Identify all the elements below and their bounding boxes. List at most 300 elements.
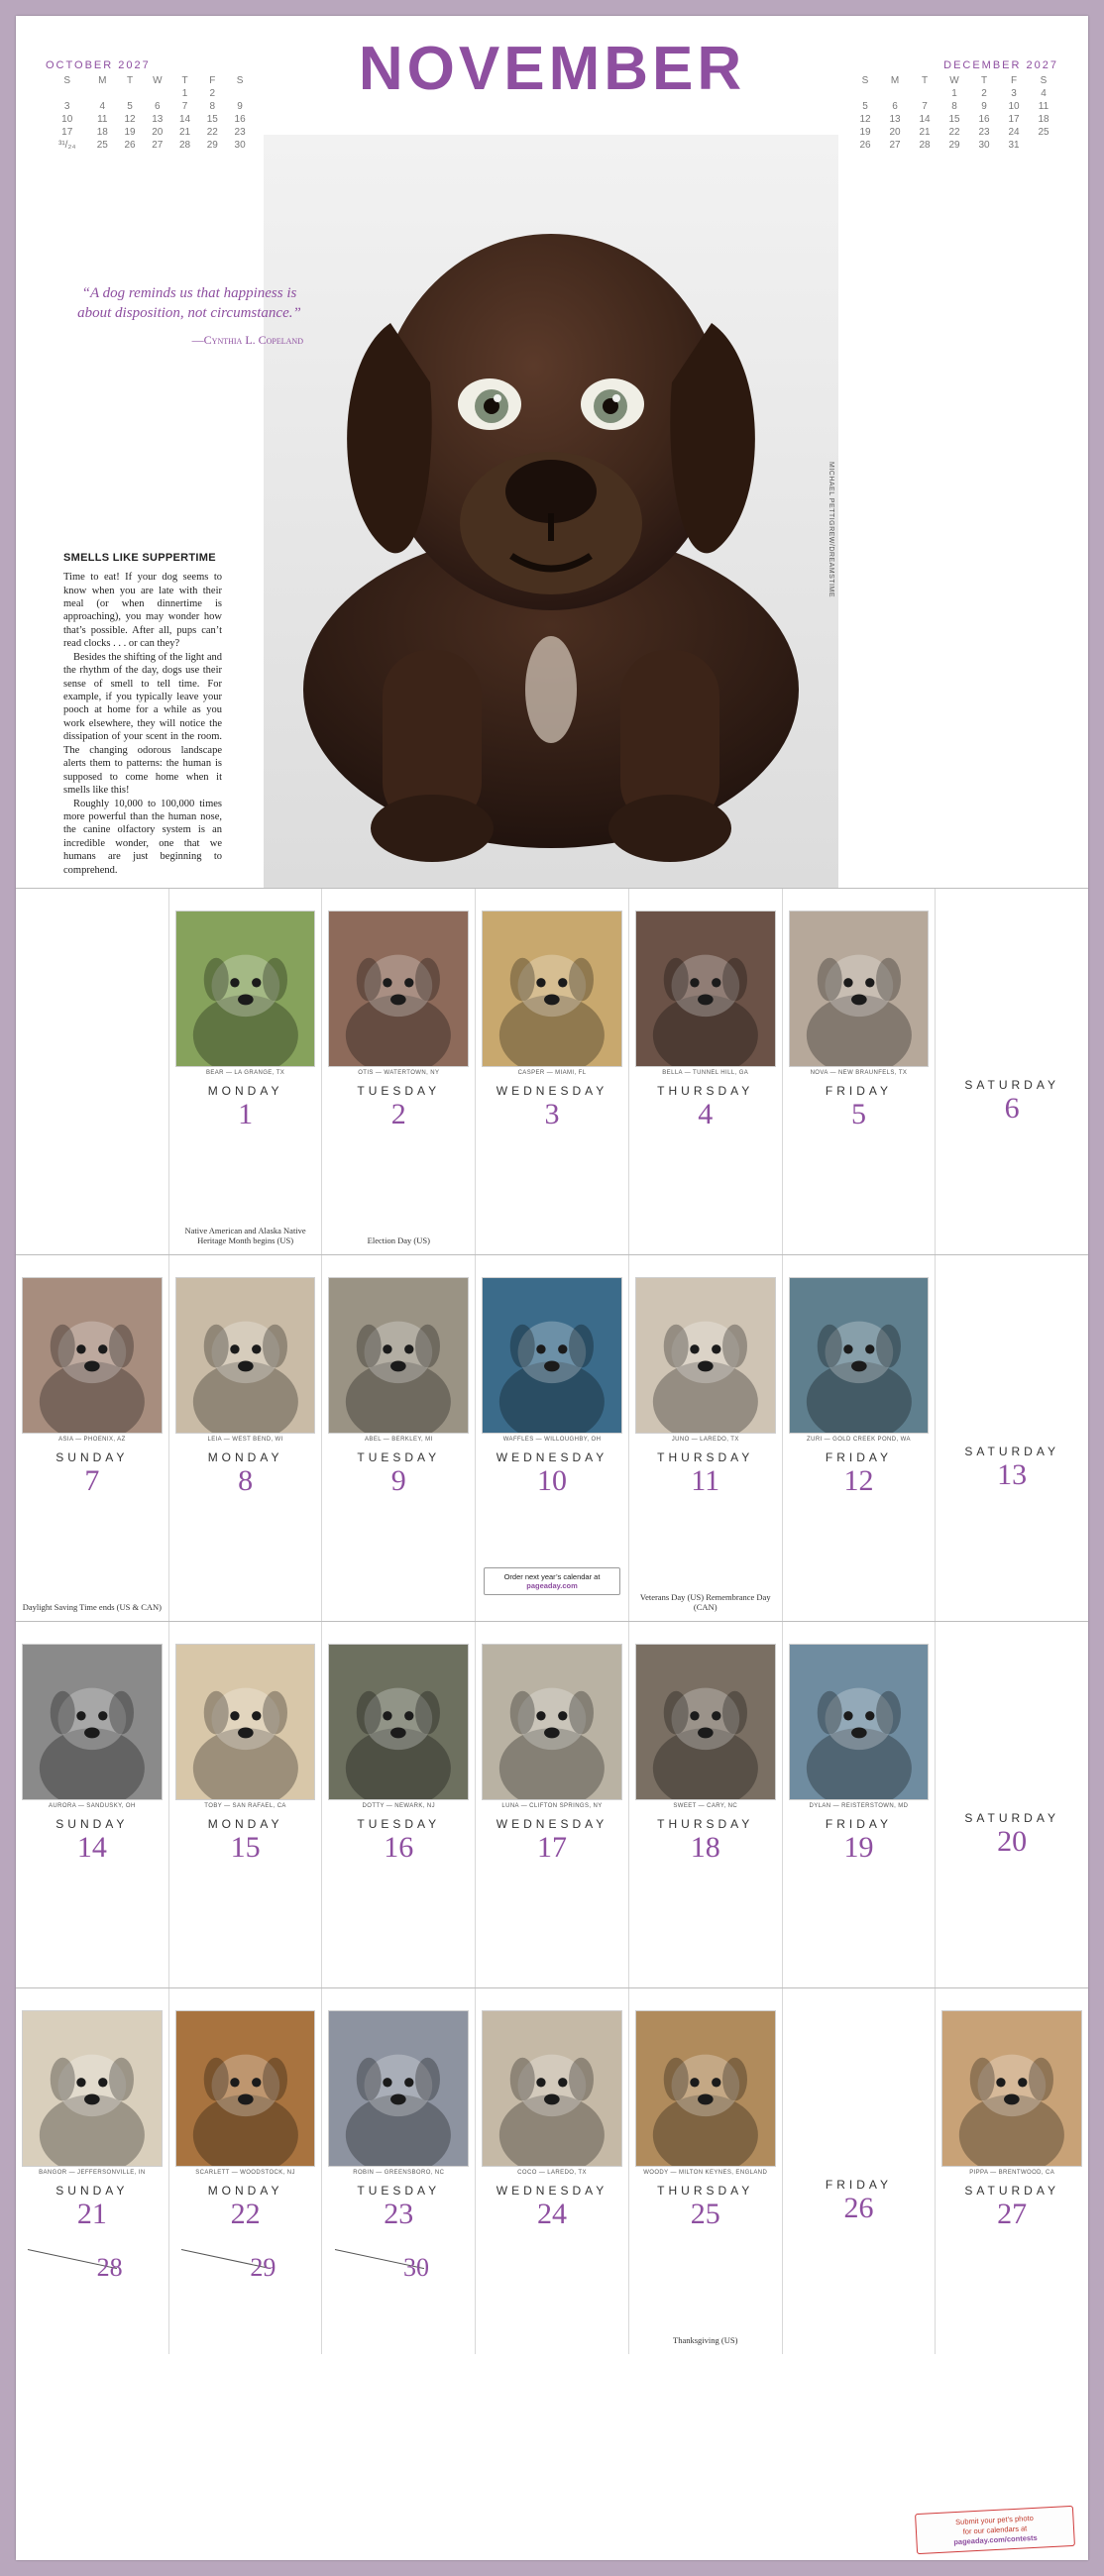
- day-name: [16, 1070, 168, 1080]
- mini-next-weekday: W: [949, 75, 959, 86]
- pet-illustration: [329, 1645, 468, 1799]
- mini-next-day: 31: [1008, 140, 1020, 151]
- pet-photo-slot: [936, 889, 1088, 1067]
- mini-next-week-row: [850, 100, 1058, 113]
- promo-link[interactable]: pageaday.com: [526, 1581, 578, 1590]
- pet-illustration: [23, 1278, 162, 1433]
- mini-prev-week-row: [46, 87, 254, 100]
- day-body[interactable]: [16, 1869, 168, 1987]
- calendar-day-cell[interactable]: [16, 1255, 169, 1621]
- day-number: 8: [238, 1464, 254, 1497]
- pet-photo-slot: [629, 1988, 782, 2167]
- mini-prev-day: ³¹/₂₄: [58, 140, 76, 151]
- pet-illustration: [636, 1645, 775, 1799]
- calendar-day-cell[interactable]: [476, 1255, 629, 1621]
- pet-illustration: [483, 1278, 621, 1433]
- day-body[interactable]: [936, 1496, 1088, 1615]
- day-name: FRIDAY: [825, 1817, 893, 1831]
- mini-next-day: 4: [1041, 88, 1047, 99]
- mini-next-weekday: S: [1040, 75, 1048, 86]
- calendar-day-cell[interactable]: [936, 1622, 1088, 1987]
- calendar-day-cell[interactable]: [936, 1255, 1088, 1621]
- mini-prev-weekday: S: [63, 75, 71, 86]
- day-name: FRIDAY: [825, 1450, 893, 1464]
- calendar-day-cell[interactable]: [629, 889, 783, 1254]
- mini-next-day: 27: [889, 140, 901, 151]
- day-number: 12: [843, 1464, 874, 1497]
- pet-illustration: [483, 912, 621, 1066]
- calendar-day-cell[interactable]: [16, 889, 169, 1254]
- day-name: WEDNESDAY: [496, 1817, 608, 1831]
- contest-line-2: for our calendars at: [962, 2522, 1028, 2536]
- pet-photo-caption: WOODY — MILTON KEYNES, ENGLAND: [643, 2170, 768, 2176]
- mini-next-day: 12: [859, 114, 871, 125]
- calendar-header: [16, 16, 1088, 151]
- mini-prev-weekday: F: [209, 75, 216, 86]
- mini-prev-day: [144, 87, 171, 100]
- day-body[interactable]: [629, 1135, 782, 1254]
- day-name: WEDNESDAY: [496, 1450, 608, 1464]
- pet-illustration: [23, 2011, 162, 2166]
- calendar-day-cell[interactable]: [629, 1622, 783, 1987]
- pet-photo: [175, 911, 316, 1067]
- pet-photo: [328, 1277, 469, 1434]
- day-body[interactable]: [783, 1502, 936, 1621]
- day-number: 10: [537, 1464, 568, 1497]
- pet-photo-slot: [16, 1622, 168, 1800]
- pet-photo-caption: ABEL — BERKLEY, MI: [365, 1437, 433, 1443]
- day-number: 27: [997, 2198, 1028, 2230]
- day-name: SUNDAY: [55, 1450, 129, 1464]
- day-body[interactable]: [322, 1135, 475, 1254]
- pet-photo: [328, 911, 469, 1067]
- pet-illustration: [636, 1278, 775, 1433]
- day-body[interactable]: [936, 1863, 1088, 1982]
- mini-prev-day: 9: [237, 101, 243, 112]
- mini-next-day: 1: [951, 88, 957, 99]
- mini-next-day: [880, 87, 910, 100]
- pet-photo-caption: TOBY — SAN RAFAEL, CA: [204, 1803, 286, 1809]
- pet-illustration: [790, 912, 929, 1066]
- day-name: FRIDAY: [825, 1084, 893, 1098]
- pet-illustration: [483, 1645, 621, 1799]
- mini-prev-day: 29: [206, 140, 218, 151]
- mini-prev-day: [46, 87, 88, 100]
- day-body[interactable]: [16, 1086, 168, 1205]
- day-number: 11: [691, 1464, 720, 1497]
- day-number: 20: [997, 1825, 1028, 1858]
- day-number: 13: [997, 1458, 1028, 1491]
- contest-line-3: pageaday.com/contests: [953, 2532, 1038, 2546]
- mini-prev-day: 17: [61, 127, 73, 138]
- quote-text: “A dog reminds us that happiness is about disposition, not circumstance.”: [77, 285, 301, 322]
- day-name: FRIDAY: [825, 2178, 893, 2192]
- pet-photo-caption: BEAR — LA GRANGE, TX: [205, 1070, 285, 1076]
- pet-photo-slot: [16, 1988, 168, 2167]
- pet-photo: [482, 911, 622, 1067]
- mini-next-day: 24: [1008, 127, 1020, 138]
- mini-calendar-next-title: DECEMBER 2027: [943, 59, 1058, 71]
- pet-photo: [22, 2010, 163, 2167]
- pet-photo: [22, 1277, 163, 1434]
- pet-photo-caption: CASPER — MIAMI, FL: [517, 1070, 587, 1076]
- mini-next-day: 10: [1008, 101, 1020, 112]
- pet-photo-slot: [936, 1988, 1088, 2167]
- pet-photo-slot: [629, 889, 782, 1067]
- day-note: Daylight Saving Time ends (US & CAN): [22, 1602, 162, 1613]
- calendar-day-cell[interactable]: [16, 1988, 169, 2354]
- mini-prev-day: 18: [96, 127, 108, 138]
- mini-prev-day: 10: [61, 114, 73, 125]
- day-name: TUESDAY: [357, 2184, 441, 2198]
- calendar-day-cell[interactable]: [936, 1988, 1088, 2354]
- day-body[interactable]: [476, 1135, 628, 1254]
- mini-calendar-previous-title: OCTOBER 2027: [46, 59, 151, 71]
- day-number-secondary: 30: [403, 2253, 430, 2282]
- day-number: 14: [76, 1831, 107, 1864]
- calendar-day-cell[interactable]: [322, 1988, 476, 2354]
- mini-next-day: 19: [859, 127, 871, 138]
- pet-photo-caption: AURORA — SANDUSKY, OH: [49, 1803, 136, 1809]
- mini-next-day: 29: [948, 140, 960, 151]
- mini-prev-day: 5: [127, 101, 133, 112]
- day-note: Election Day (US): [367, 1235, 430, 1246]
- puppy-illustration: [264, 135, 838, 888]
- mini-next-day: 11: [1038, 101, 1049, 112]
- day-name: MONDAY: [207, 2184, 283, 2198]
- pet-photo-slot: [476, 1988, 628, 2167]
- pet-illustration: [23, 1645, 162, 1799]
- calendar-week: [16, 1987, 1088, 2354]
- pet-illustration: [329, 2011, 468, 2166]
- calendar-day-cell[interactable]: [629, 1988, 783, 2354]
- pet-photo-caption: SWEET — CARY, NC: [673, 1803, 738, 1809]
- feature-area: [16, 135, 1088, 888]
- day-number: 22: [230, 2198, 261, 2230]
- calendar-day-cell[interactable]: [16, 1622, 169, 1987]
- calendar-week: [16, 888, 1088, 1254]
- mini-prev-day: 13: [152, 114, 164, 125]
- pet-illustration: [790, 1278, 929, 1433]
- mini-prev-day: 25: [96, 140, 108, 151]
- day-body[interactable]: [169, 1502, 322, 1621]
- mini-next-weekday: M: [890, 75, 900, 86]
- day-number: 9: [390, 1464, 406, 1497]
- day-body[interactable]: [476, 1869, 628, 1987]
- calendar-week-cells: [16, 1622, 1088, 1987]
- pet-photo-slot: [783, 1622, 936, 1800]
- mini-next-day: 9: [981, 101, 987, 112]
- pet-photo-slot: [629, 1255, 782, 1434]
- pet-photo-caption: NOVA — NEW BRAUNFELS, TX: [810, 1070, 908, 1076]
- day-name: MONDAY: [207, 1084, 283, 1098]
- pet-photo-slot: [169, 1622, 322, 1800]
- mini-prev-day: 1: [181, 88, 188, 99]
- calendar-day-cell[interactable]: [936, 889, 1088, 1254]
- day-note: Veterans Day (US) Remembrance Day (CAN): [639, 1591, 771, 1613]
- pet-illustration: [329, 912, 468, 1066]
- pet-photo: [482, 1277, 622, 1434]
- calendar-day-cell[interactable]: [629, 1255, 783, 1621]
- quote-block: [75, 283, 303, 348]
- pet-photo-slot: [629, 1622, 782, 1800]
- mini-prev-weekday: S: [236, 75, 244, 86]
- pet-photo-slot: [16, 889, 168, 1067]
- day-body[interactable]: [936, 1129, 1088, 1248]
- day-number: 6: [1004, 1092, 1020, 1125]
- pet-photo-caption: LUNA — CLIFTON SPRINGS, NY: [501, 1803, 603, 1809]
- calendar-week-cells: [16, 1255, 1088, 1621]
- mini-next-day: 13: [889, 114, 901, 125]
- mini-prev-day: 3: [63, 101, 70, 112]
- day-name: TUESDAY: [357, 1817, 441, 1831]
- day-name: MONDAY: [207, 1817, 283, 1831]
- mini-next-weekday: S: [861, 75, 869, 86]
- day-body[interactable]: [629, 2235, 782, 2354]
- mini-prev-day: 21: [178, 127, 191, 138]
- day-number: 3: [544, 1098, 560, 1130]
- pet-photo-slot: [783, 1255, 936, 1434]
- calendar-week: [16, 1621, 1088, 1987]
- calendar-grid: [16, 888, 1088, 2354]
- day-number: 2: [390, 1098, 406, 1130]
- mini-prev-day: 12: [124, 114, 136, 125]
- article-paragraph: Roughly 10,000 to 100,000 times more powerful than the human nose, the canine olfactory system is an incredible wonder, one that we humans are just beginning to comprehend.: [63, 798, 222, 876]
- calendar-day-cell[interactable]: [169, 1988, 323, 2354]
- pet-photo: [328, 1644, 469, 1800]
- pet-photo-slot: [322, 1988, 475, 2167]
- day-body[interactable]: [783, 1135, 936, 1254]
- day-name: WEDNESDAY: [496, 1084, 608, 1098]
- pet-photo-slot: [169, 889, 322, 1067]
- mini-prev-day: 11: [97, 114, 108, 125]
- pet-photo-caption: COCO — LAREDO, TX: [517, 2170, 587, 2176]
- pet-photo: [789, 1644, 930, 1800]
- calendar-day-cell[interactable]: [783, 1255, 937, 1621]
- mini-prev-day: 22: [206, 127, 218, 138]
- day-number: 19: [843, 1831, 874, 1864]
- day-number: 1: [238, 1098, 254, 1130]
- mini-next-day: 14: [919, 114, 931, 125]
- pet-illustration: [790, 1645, 929, 1799]
- pet-photo: [635, 1277, 776, 1434]
- calendar-day-cell[interactable]: [783, 889, 937, 1254]
- day-body[interactable]: [169, 2235, 322, 2354]
- calendar-day-cell[interactable]: [169, 1622, 323, 1987]
- mini-next-day: 16: [978, 114, 990, 125]
- calendar-day-cell[interactable]: [476, 1988, 629, 2354]
- pet-illustration: [176, 2011, 315, 2166]
- promo-line-1: Order next year’s calendar at: [503, 1572, 601, 1581]
- pet-illustration: [329, 1278, 468, 1433]
- day-number: 24: [537, 2198, 568, 2230]
- day-number: 26: [843, 2192, 874, 2224]
- day-body[interactable]: [476, 1502, 628, 1621]
- mini-next-week-row: [850, 113, 1058, 126]
- article-block: [63, 551, 222, 877]
- pet-photo-slot: [169, 1255, 322, 1434]
- mini-prev-day: 27: [152, 140, 164, 151]
- page-title: NOVEMBER: [358, 35, 746, 103]
- mini-prev-day: 19: [124, 127, 136, 138]
- pet-photo: [22, 1644, 163, 1800]
- pet-illustration: [176, 1278, 315, 1433]
- day-name: WEDNESDAY: [496, 2184, 608, 2198]
- mini-prev-day: 4: [99, 101, 106, 112]
- pet-photo-slot: [322, 1622, 475, 1800]
- pet-illustration: [176, 912, 315, 1066]
- day-body[interactable]: [629, 1502, 782, 1621]
- contest-line-1: Submit your pet’s photo: [954, 2513, 1034, 2526]
- day-body[interactable]: [476, 2235, 628, 2354]
- pet-photo-slot: [476, 1255, 628, 1434]
- mini-next-day: 30: [978, 140, 990, 151]
- calendar-day-cell[interactable]: [322, 1622, 476, 1987]
- mini-next-day: 26: [859, 140, 871, 151]
- pet-illustration: [176, 1645, 315, 1799]
- calendar-day-cell[interactable]: [783, 1622, 937, 1987]
- photo-credit: MICHAEL PETTIGREW/DREAMSTIME: [828, 462, 834, 598]
- day-name: SATURDAY: [964, 2184, 1059, 2198]
- pet-photo-slot: [783, 1988, 936, 2167]
- mini-prev-weekday: T: [181, 75, 188, 86]
- day-body[interactable]: [936, 2235, 1088, 2354]
- quote-attribution: —Cynthia L. Copeland: [191, 332, 303, 347]
- pet-photo-slot: [322, 1255, 475, 1434]
- mini-prev-day: 30: [234, 140, 246, 151]
- day-name: THURSDAY: [657, 1817, 754, 1831]
- day-number-secondary: 29: [250, 2253, 276, 2282]
- order-calendar-promo[interactable]: [484, 1567, 620, 1595]
- day-name: TUESDAY: [357, 1450, 441, 1464]
- pet-photo: [941, 2010, 1082, 2167]
- pet-photo-caption: BELLA — TUNNEL HILL, GA: [662, 1070, 749, 1076]
- day-body[interactable]: [16, 1502, 168, 1621]
- day-name: THURSDAY: [657, 1084, 754, 1098]
- mini-prev-week-row: [46, 113, 254, 126]
- mini-prev-day: 14: [178, 114, 191, 125]
- pet-photo-caption: ZURI — GOLD CREEK POND, WA: [807, 1437, 911, 1443]
- mini-prev-day: [116, 87, 144, 100]
- mini-next-day: 18: [1038, 114, 1049, 125]
- pet-photo: [635, 1644, 776, 1800]
- day-number: 4: [698, 1098, 714, 1130]
- pet-photo: [789, 1277, 930, 1434]
- pet-photo-slot: [783, 889, 936, 1067]
- pet-photo-caption: WAFFLES — WILLOUGHBY, OH: [502, 1437, 602, 1443]
- mini-prev-day: 7: [181, 101, 188, 112]
- day-note: Thanksgiving (US): [673, 2335, 738, 2346]
- day-number: 15: [230, 1831, 261, 1864]
- mini-next-day: 5: [862, 101, 868, 112]
- calendar-day-cell[interactable]: [169, 889, 323, 1254]
- calendar-day-cell[interactable]: [476, 889, 629, 1254]
- mini-prev-day: [88, 87, 116, 100]
- pet-illustration: [942, 2011, 1081, 2166]
- day-number: 23: [384, 2198, 414, 2230]
- day-body[interactable]: [629, 1869, 782, 1987]
- pet-photo: [789, 911, 930, 1067]
- pet-illustration: [636, 2011, 775, 2166]
- mini-prev-weekday: W: [153, 75, 163, 86]
- pet-photo: [482, 1644, 622, 1800]
- mini-next-weekday: T: [980, 75, 988, 86]
- mini-prev-day: 2: [209, 88, 216, 99]
- pet-photo-caption: DYLAN — REISTERSTOWN, MD: [809, 1803, 909, 1809]
- pet-photo: [328, 2010, 469, 2167]
- day-body[interactable]: [322, 1502, 475, 1621]
- day-body[interactable]: [322, 1869, 475, 1987]
- pet-photo-caption: OTIS — WATERTOWN, NY: [358, 1070, 440, 1076]
- mini-prev-day: 8: [209, 101, 216, 112]
- calendar-week: [16, 1254, 1088, 1621]
- pet-photo-slot: [936, 1622, 1088, 1800]
- mini-next-day: [850, 87, 880, 100]
- photo-contest-badge[interactable]: [915, 2506, 1075, 2555]
- day-split-second-date: [169, 2235, 322, 2354]
- article-paragraph: Besides the shifting of the light and the rhythm of the day, dogs use their sense of smell to tell time. For example, if you typically leave your pooch at home for a while as you work elsewhere, they will notice the dissipation of your scent in the room. The changing odorous landscape alerts them to patterns: the human is supposed to come home when it smells like this!: [63, 651, 222, 797]
- mini-next-day: 23: [978, 127, 990, 138]
- day-body[interactable]: [16, 2235, 168, 2354]
- calendar-day-cell[interactable]: [476, 1622, 629, 1987]
- calendar-day-cell[interactable]: [322, 889, 476, 1254]
- pet-illustration: [636, 912, 775, 1066]
- mini-next-day: [910, 87, 939, 100]
- day-number: 7: [84, 1464, 100, 1497]
- mini-prev-day: 23: [234, 127, 246, 138]
- mini-next-day: 8: [951, 101, 957, 112]
- article-paragraph: Time to eat! If your dog seems to know when you are late with their meal (or when dinnertime is approaching), you may wonder how that’s possible. After all, pups can’t read clocks . . . or can they?: [63, 572, 222, 650]
- day-name: SUNDAY: [55, 1817, 129, 1831]
- calendar-day-cell[interactable]: [783, 1988, 937, 2354]
- pet-photo-slot: [322, 889, 475, 1067]
- mini-next-day: 21: [919, 127, 931, 138]
- day-number: 17: [537, 1831, 568, 1864]
- pet-photo: [175, 1644, 316, 1800]
- pet-photo-caption: ASIA — PHOENIX, AZ: [58, 1437, 126, 1443]
- calendar-day-cell[interactable]: [169, 1255, 323, 1621]
- day-body[interactable]: [322, 2235, 475, 2354]
- mini-next-weekday: F: [1010, 75, 1018, 86]
- pet-photo-caption: LEIA — WEST BEND, WI: [207, 1437, 283, 1443]
- hero-photo: [264, 135, 838, 888]
- day-split-second-date: [322, 2235, 475, 2354]
- mini-prev-day: 6: [155, 101, 161, 112]
- pet-photo-caption: SCARLETT — WOODSTOCK, NJ: [195, 2170, 295, 2176]
- day-name: THURSDAY: [657, 2184, 754, 2198]
- calendar-day-cell[interactable]: [322, 1255, 476, 1621]
- day-name: TUESDAY: [357, 1084, 441, 1098]
- day-body[interactable]: [169, 1135, 322, 1254]
- mini-prev-day: 28: [178, 140, 191, 151]
- pet-photo-caption: DOTTY — NEWARK, NJ: [362, 1803, 436, 1809]
- day-name: SATURDAY: [964, 1445, 1059, 1458]
- mini-prev-day: 26: [124, 140, 136, 151]
- calendar-week-cells: [16, 889, 1088, 1254]
- pet-photo-slot: [16, 1255, 168, 1434]
- pet-photo-slot: [476, 889, 628, 1067]
- article-title: SMELLS LIKE SUPPERTIME: [63, 552, 216, 564]
- calendar-week-cells: [16, 1988, 1088, 2354]
- day-number: 5: [850, 1098, 866, 1130]
- mini-prev-day: 16: [234, 114, 246, 125]
- mini-prev-day: 20: [152, 127, 164, 138]
- day-body[interactable]: [783, 2229, 936, 2348]
- mini-next-day: 2: [981, 88, 987, 99]
- day-name: SATURDAY: [964, 1078, 1059, 1092]
- day-body[interactable]: [169, 1869, 322, 1987]
- day-body[interactable]: [783, 1869, 936, 1987]
